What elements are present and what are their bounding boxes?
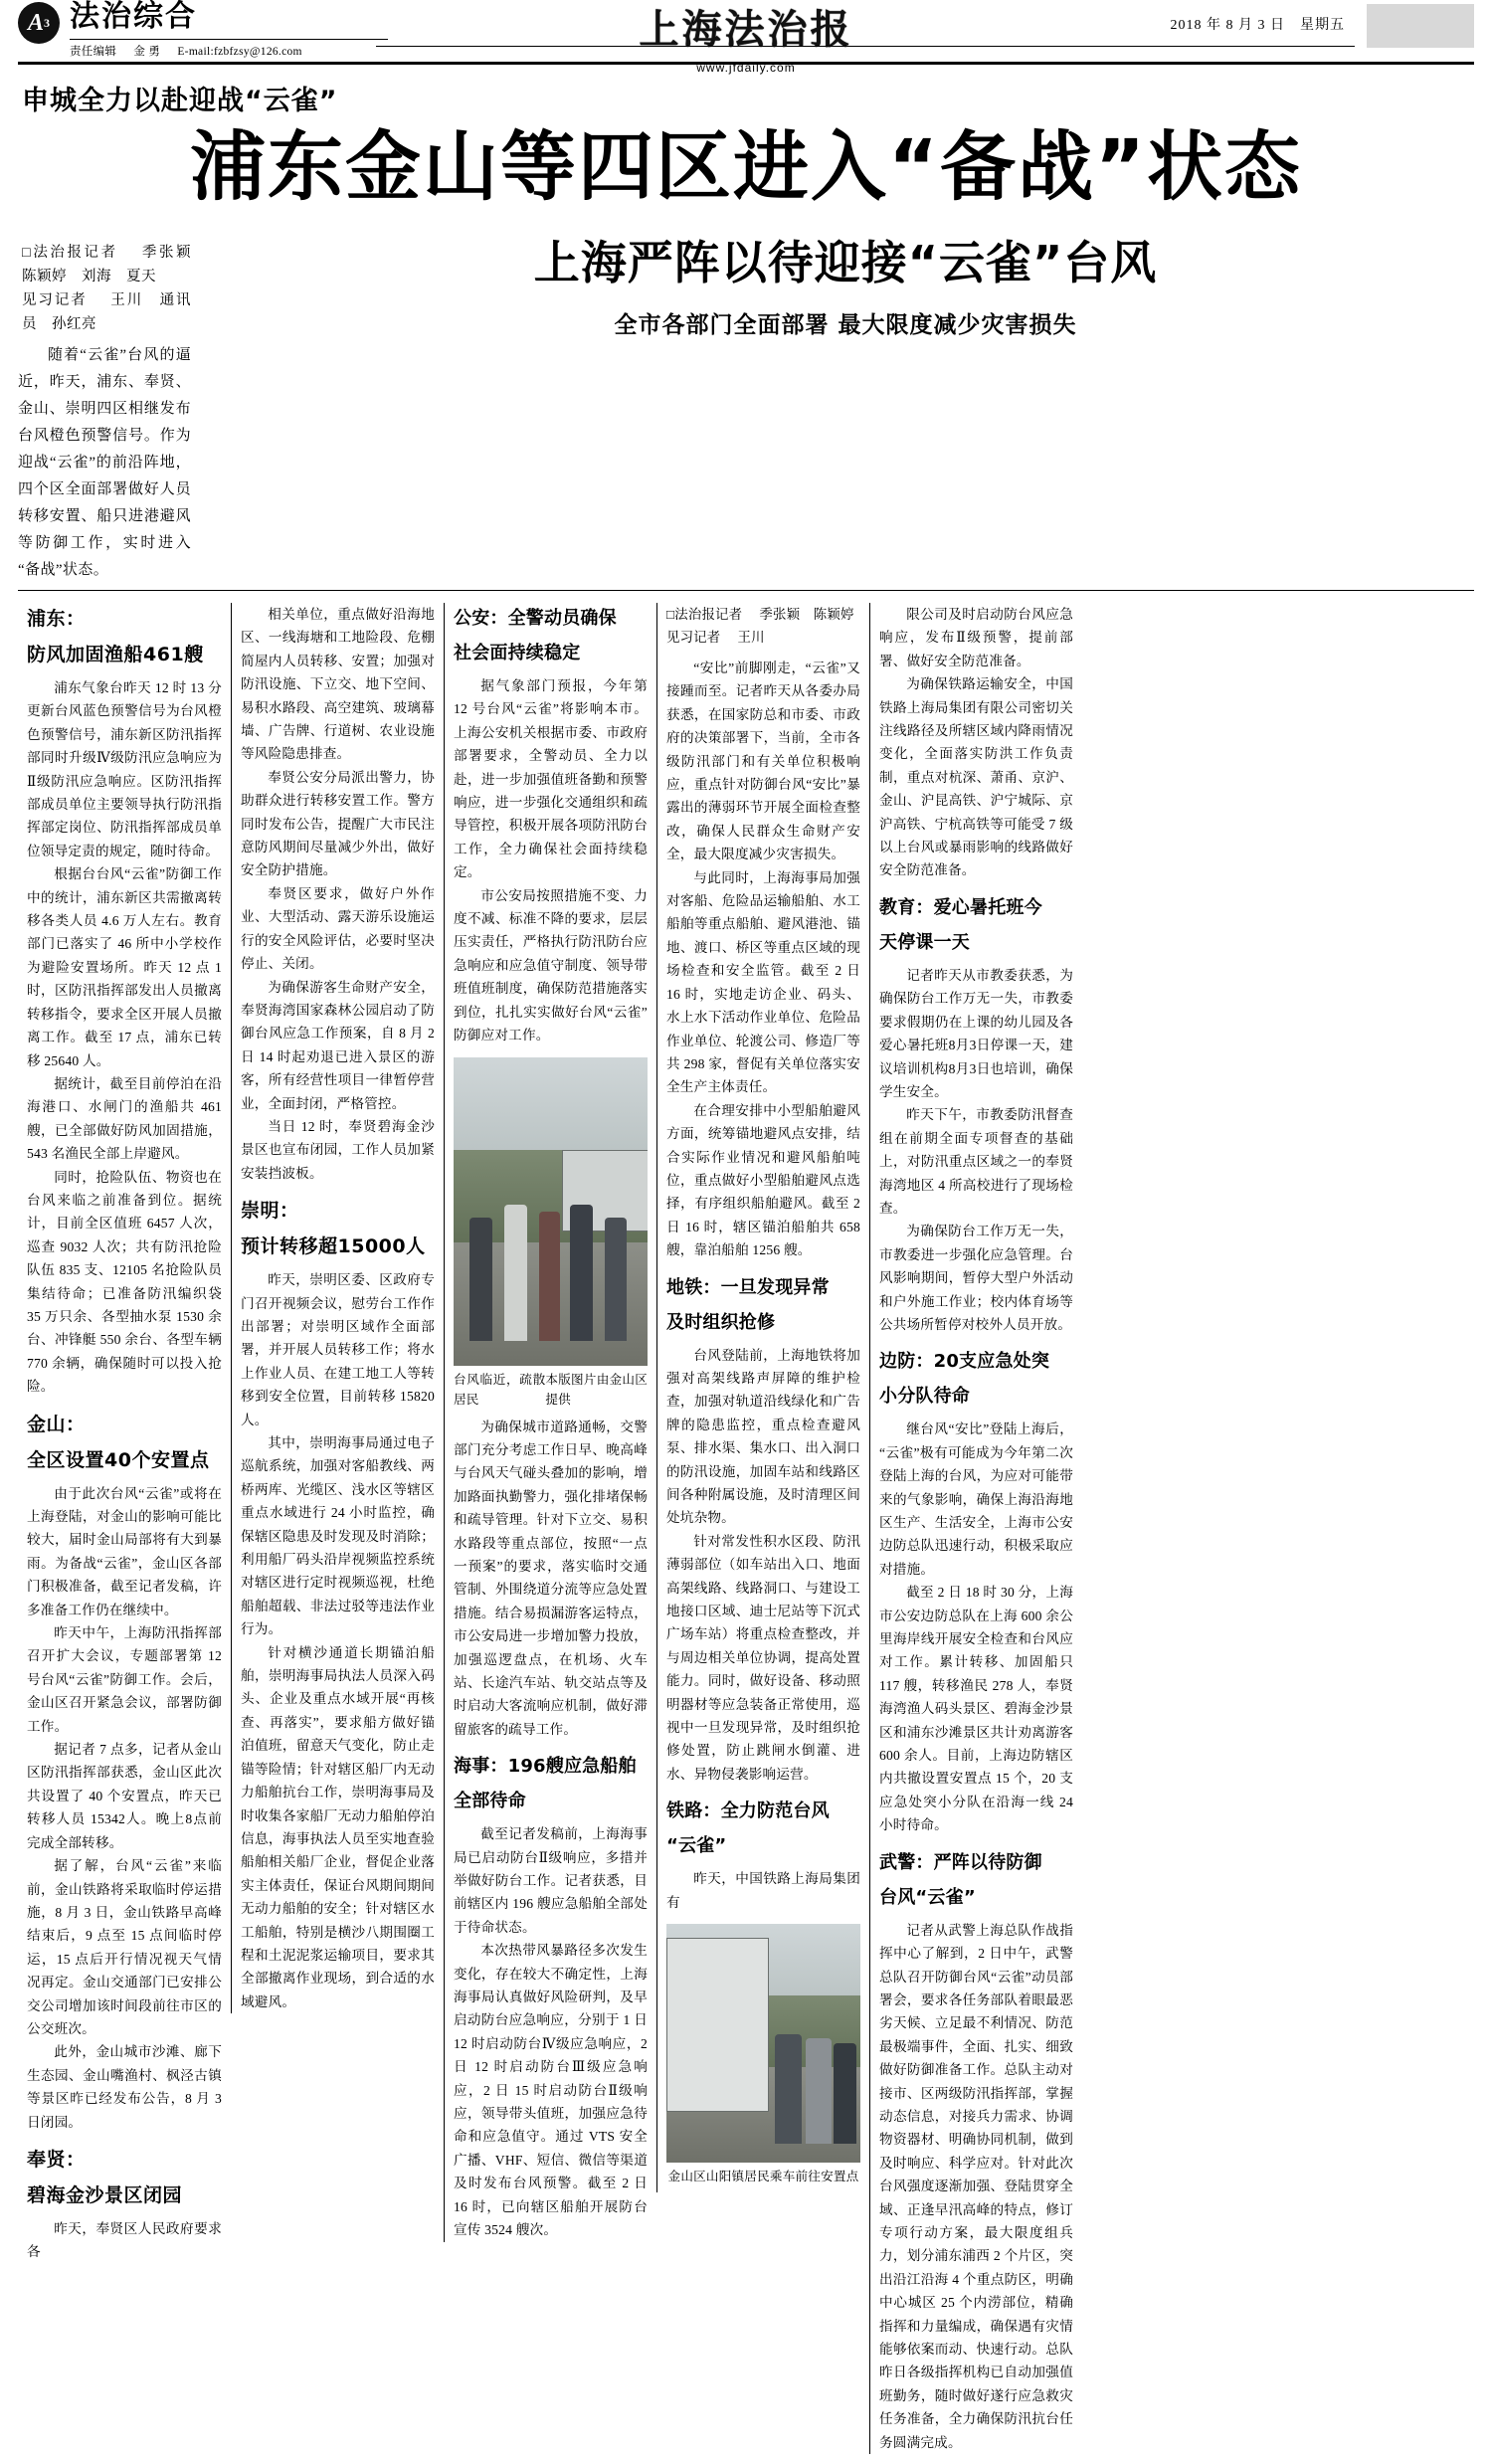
secondary-subheadline: 全市各部门全面部署 最大限度减少灾害损失 xyxy=(614,312,1077,338)
subhead-border: 边防：20支应急处突 xyxy=(879,1351,1050,1373)
paragraph: 本次热带风暴路径多次发生变化，存在较大不确定性，上海海事局认真做好风险研判，及早启动防台应急响应，分别于 1 日 12 时启动防台Ⅳ级应急响应，2 日 12 时启动防台Ⅲ级应急响应，2 日 15 时启动防台Ⅱ级响应，领导带头值班，加强应急待命和应急值守。通过 VTS 安全广播、VHF、短信、微信等渠道及时发布台风预警。截至 2 日 16 时，已向辖区船舶开展防台宣传 3524 艘次。 xyxy=(454,1943,648,2238)
photo-person xyxy=(775,2034,802,2144)
paper-name: 上海法治报 xyxy=(639,7,853,52)
byline-witness-label: 见习记者 xyxy=(22,292,88,308)
paragraph: 奉贤公安分局派出警力，协助群众进行转移安置工作。警方同时发布公告，提醒广大市民注意防风期间尽量减少外出，做好安全防护措施。 xyxy=(241,769,435,878)
byline-witness: 王川 通讯员 孙红亮 xyxy=(22,292,192,332)
subhead-education: 教育：爱心暑托班今 xyxy=(879,896,1042,918)
section-badge xyxy=(18,2,60,44)
subhead-border-2: 小分队待命 xyxy=(879,1386,970,1408)
lead-paragraph: 随着“云雀”台风的逼近，昨天，浦东、奉贤、金山、崇明四区相继发布台风橙色预警信号。作为迎战“云雀”的前沿阵地，四个区全面部署做好人员转移安置、船只进港避风等防御工作，实时进入“备战”状态。 xyxy=(18,347,191,578)
byline-reporters-short: 季张颖 陈颖婷 xyxy=(745,607,854,622)
paragraph: 针对常发性积水区段、防汛薄弱部位（如车站出入口、地面高架线路、线路洞口、与建设工地接口区域、迪士尼站等下沉式广场车站）将重点检查整改，并与周边相关单位协调，提高处置能力。同时，做好设备、移动照明器材等应急装备正常使用，巡视中一旦发现异常，及时组织抢修处置，防止跳闸水倒灌、进水、异物侵袭影响运营。 xyxy=(666,1533,860,1782)
photo-sky xyxy=(454,1057,648,1162)
subhead-metro-2: 及时组织抢修 xyxy=(666,1311,776,1333)
paragraph: 据记者 7 点多，记者从金山区防汛指挥部获悉，金山区此次共设置了 40 个安置点，昨天已转移人员 15342人。晚上8点前完成全部转移。 xyxy=(27,1742,222,1850)
column-1 xyxy=(18,603,231,2264)
photo-person xyxy=(539,1212,560,1341)
subhead-pudong-2: 防风加固渔船461艘 xyxy=(27,644,204,665)
paragraph: 为确保铁路运输安全，中国铁路上海局集团有限公司密切关注线路径及所辖区域内降雨情况变化，全面落实防洪工作负责制，重点对杭深、萧甬、京沪、金山、沪昆高铁、沪宁城际、京沪高铁、宁杭高铁等可能受 7 级以上台风或暴雨影响的线路做好安全防范准备。 xyxy=(879,676,1073,878)
paragraph: 其中，崇明海事局通过电子巡航系统，加强对客船教线、两桥两库、光缆区、浅水区等辖区重点水域进行 24 小时监控，确保辖区隐患及时发现及时消除；利用船厂码头沿岸视频监控系统对辖区进行定时视频巡视，杜绝船舶超载、非法过驳等违法作业行为。 xyxy=(241,1435,435,1637)
paper-nameplate xyxy=(640,0,853,75)
photo-person xyxy=(469,1218,492,1341)
masthead xyxy=(18,0,1474,75)
paragraph: 根据台台风“云雀”防御工作中的统计，浦东新区共需撤离转移各类人员 4.6 万人左右。教育部门已落实了 46 所中小学校作为避险安置场所。昨天 12 点 1 时，区防汛指挥部发出人员撤离转移指令，要求全区开展人员撤离工作。截至 17 点，浦东已转移 25640 人。 xyxy=(27,866,222,1068)
subhead-armed-police: 武警：严阵以待防御 xyxy=(879,1851,1042,1873)
paragraph: 在合理安排中小型船舶避风方面，统筹锚地避风点安排，结合实际作业情况和避风船舶吨位，重点做好小型船舶避风点选择，有序组织船舶避风。截至 2 日 16 时，辖区锚泊船舶共 658 艘，靠泊船舶 1256 艘。 xyxy=(666,1102,860,1258)
paragraph: 浦东气象台昨天 12 时 13 分更新台风蓝色预警信号为台风橙色预警信号，浦东新区防汛指挥部同时升级Ⅳ级防汛应急响应为Ⅱ级防汛应急响应。区防汛指挥部成员单位主要领导执行防汛指挥部定岗位、防汛指挥部成员单位领导定责的规定，随时待命。 xyxy=(27,680,222,858)
subhead-police-2: 社会面持续稳定 xyxy=(454,643,581,663)
subhead-pudong: 浦东： xyxy=(27,608,86,630)
byline-reporters: 季张颖 陈颖婷 刘海 夏天 xyxy=(22,245,207,284)
section-badge-letter: A xyxy=(27,9,44,36)
issue-date: 2018 年 8 月 3 日 星期五 xyxy=(1170,18,1345,33)
paragraph: 为确保防台工作万无一失，市教委进一步强化应急管理。台风影响期间，暂停大型户外活动和户外施工作业；校内体育场等公共场所暂停对校外人员开放。 xyxy=(879,1224,1073,1332)
paper-website[interactable]: www.jfdaily.com xyxy=(696,61,796,75)
photo-caption-row xyxy=(454,1370,648,1410)
byline-reporters-label: □法治报记者 xyxy=(22,245,118,261)
photo-caption-left: 台风临近，疏散居民 xyxy=(454,1372,546,1407)
paragraph: 记者从武警上海总队作战指挥中心了解到，2 日中午，武警总队召开防御台风“云雀”动员部署会，要求各任务部队着眼最恶劣天候、立足最不利情况、防范最极端事件，全面、扎实、细致做好防御准备工作。总队主动对接市、区两级防汛指挥部，掌握动态信息，对接兵力需求、协调物资器材、明确协同机制，做到及时响应、科学应对。针对此次台风强度逐渐加强、登陆贯穿全域、正逢早汛高峰的特点，修订专项行动方案，最大限度组兵力，划分浦东浦西 2 个片区，突出沿江沿海 4 个重点防区，明确中心城区 25 个内涝部位，精确指挥和力量编成，确保遇有灾情能够依案而动、快速行动。总队昨日各级指挥机构已自动加强值班勤务，随时做好遂行应急救灾任务准备，全力确保防汛抗台任务圆满完成。 xyxy=(879,1922,1073,2450)
editor-email: E-mail:fzbfzsy@126.com xyxy=(177,46,302,58)
section-title: 法治综合 xyxy=(70,0,197,34)
paragraph: 记者昨天从市教委获悉，为确保防台工作万无一失，市教委要求假期仍在上课的幼儿园及各爱心暑托班8月3日停课一天，建议培训机构8月3日也培训，确保学生安全。 xyxy=(879,967,1073,1099)
paragraph: 限公司及时启动防台风应急响应，发布Ⅱ级预警，提前部署、做好安全防范准备。 xyxy=(879,607,1073,668)
paragraph: 据气象部门预报，今年第 12 号台风“云雀”将影响本市。上海公安机关根据市委、市政府部署要求，全警动员、全力以赴，进一步加强值班备勤和预警响应，进一步强化交通组织和疏导管控，积极开展各项防汛防台工作，全力确保社会面持续稳定。 xyxy=(454,678,648,880)
paragraph: 据统计，截至目前停泊在沿海港口、水闸门的渔船共 461 艘，已全部做好防风加固措施，543 名渔民全部上岸避风。 xyxy=(27,1075,222,1162)
paragraph: “安比”前脚刚走，“云雀”又接踵而至。记者昨天从各委办局获悉，在国家防总和市委、市政府的决策部署下，当前，全市各级防汛部门和有关单位积极响应，重点针对防御台风“安比”暴露出的薄弱环节开展全面检查整改，确保人民群众生命财产安全，最大限度减少灾害损失。 xyxy=(666,661,860,862)
editor-name: 金 勇 xyxy=(133,46,161,58)
subhead-fengxian: 奉贤： xyxy=(27,2148,86,2171)
subhead-chongming-2: 预计转移超15000人 xyxy=(241,1235,426,1258)
paragraph: 同时，抢险队伍、物资也在台风来临之前准备到位。据统计，目前全区值班 6457 人次，巡查 9032 人次；共有防汛抢险队伍 835 支、12105 名抢险队员集结待命；已准备防汛编织袋 35 万只余、各型抽水泵 1530 余台、冲锋艇 550 余台、各型车辆 770 余辆，确保随时可以投入抢险。 xyxy=(27,1169,222,1395)
paragraph: 台风登陆前，上海地铁将加强对高架线路声屏障的维护检查，加强对轨道沿线绿化和广告牌的隐患监控，重点检查避风泵、排水渠、集水口、出入洞口的防汛设施，加固车站和线路区间各种附属设施，及时清理区间处坑杂物。 xyxy=(666,1347,860,1526)
photo-person xyxy=(504,1205,527,1340)
column-4 xyxy=(656,603,869,2192)
photo-person xyxy=(605,1218,626,1341)
paragraph: 昨天，崇明区委、区政府专门召开视频会议，慰劳台工作作出部署；对崇明区域作全面部署，并开展人员转移工作；将水上作业人员、在建工地工人等转移到安全位置，目前转移 15820 人。 xyxy=(241,1272,435,1427)
paragraph: 针对横沙通道长期锚泊船舶，崇明海事局执法人员深入码头、企业及重点水域开展“再核查、再落实”，要求船方做好锚泊值班，留意天气变化，防止走锚等险情；针对辖区船厂内无动力船舶抗台工作，崇明海事局及时收集各家船厂无动力船舶停泊信息，海事执法人员至实地查验船舶相关船厂企业，督促企业落实主体责任，保证台风期间期间无动力船舶的安全；针对辖区水工船舶，特别是横沙八期围圈工程和土泥泥浆运输项目，要求其全部撤离作业现场，到合适的水域避风。 xyxy=(241,1644,435,2009)
subhead-jinshan-2: 全区设置40个安置点 xyxy=(27,1448,210,1471)
subhead-fengxian-2: 碧海金沙景区闭园 xyxy=(27,2183,183,2206)
paragraph: 为确保城市道路通畅，交警部门充分考虑工作日早、晚高峰与台风天气碰头叠加的影响，增加路面执勤警力，强化排堵保畅和疏导管理。针对下立交、易积水路段等重点部位，按照“一点一预案”的要求，落实临时交通管制、外围绕道分流等应急处置措施。结合易损漏游客运特点，市公安局进一步增加警力投放，加强巡逻盘点，在机场、火车站、长途汽车站、轨交站点等及时启动大客流响应机制，做好滞留旅客的疏导工作。 xyxy=(454,1419,648,1737)
byline-witness-label: 见习记者 xyxy=(666,630,721,645)
header-divider xyxy=(18,590,1474,591)
lead-top-zone xyxy=(18,217,1474,584)
paragraph: 当日 12 时，奉贤碧海金沙景区也宣布闭园，工作人员加紧安装挡波板。 xyxy=(241,1118,435,1181)
photo-caption: 金山区山阳镇居民乘车前往安置点 xyxy=(667,2170,859,2184)
photo-person xyxy=(570,1205,593,1340)
paragraph: 奉贤区要求，做好户外作业、大型活动、露天游乐设施运行的安全风险评估，必要时坚决停止、关闭。 xyxy=(241,885,435,972)
secondary-headline: 上海严阵以待迎接“云雀”台风 xyxy=(533,236,1158,289)
byline-reporters-label: □法治报记者 xyxy=(666,607,743,622)
byline-witness-short: 王川 xyxy=(723,630,765,645)
subhead-railway: 铁路：全力防范台风 xyxy=(666,1801,830,1822)
masthead-corner-block xyxy=(1367,4,1474,48)
column-3 xyxy=(444,603,656,2242)
lead-byline xyxy=(22,241,207,336)
section-badge-number: 3 xyxy=(44,15,50,30)
paragraph: 市公安局按照措施不变、力度不减、标准不降的要求，层层压实责任，严格执行防汛防台应急响应和应急值守制度、领导带班值班制度，确保防范措施落实到位，扎扎实实做好台风“云雀”防御应对工作。 xyxy=(454,887,648,1043)
secondary-headline-block xyxy=(191,217,1474,584)
subhead-armed-police-2: 台风“云雀” xyxy=(879,1886,976,1908)
paragraph: 昨天，中国铁路上海局集团有 xyxy=(666,1871,860,1910)
photo-credit: 本版图片由金山区提供 xyxy=(545,1372,648,1407)
subhead-police: 公安：全警动员确保 xyxy=(454,608,617,629)
editor-label: 责任编辑 xyxy=(70,46,117,58)
section-editor-line xyxy=(70,39,388,59)
lead-kicker: 申城全力以赴迎战“云雀” xyxy=(22,86,338,116)
subhead-jinshan: 金山： xyxy=(27,1413,86,1435)
subhead-education-2: 天停课一天 xyxy=(879,931,970,953)
paragraph: 与此同时，上海海事局加强对客船、危险品运输船舶、水工船舶等重点船舶、避风港池、锚地、渡口、桥区等重点区域的现场检查和安全监管。截至 2 日 16 时，实地走访企业、码头、水上水下活动作业单位、危险品作业单位、轮渡公司、修造厂等共 298 家，督促有关单位落实安全生产主体责任。 xyxy=(666,869,860,1095)
section-title-wrap xyxy=(70,0,388,59)
masthead-swoosh-rule xyxy=(376,46,1355,61)
photo-person xyxy=(806,2038,831,2144)
photo-bus-boarding xyxy=(666,1924,860,2163)
column-2 xyxy=(231,603,444,2013)
column-5 xyxy=(869,603,1082,2454)
photo-evacuation xyxy=(454,1057,648,1366)
paragraph: 昨天下午，市教委防汛督查组在前期全面专项督查的基础上，对防汛重点区域之一的奉贤海湾地区 4 所高校进行了现场检查。 xyxy=(879,1107,1073,1216)
subhead-maritime: 海事：196艘应急船舶 xyxy=(454,1756,637,1778)
lead-headline: 浦东金山等四区进入“备战”状态 xyxy=(190,122,1302,211)
subhead-metro: 地铁：一旦发现异常 xyxy=(666,1276,830,1298)
photo-bus xyxy=(666,1938,769,2112)
paragraph: 截至 2 日 18 时 30 分，上海市公安边防总队在上海 600 余公里海岸线开展安全检查和台风应对工作。累计转移、加固船只 117 艘，转移渔民 278 人，奉贤海湾渔人码头景区、碧海金沙景区和浦东沙滩景区共计劝离游客 600 余人。目前，上海边防辖区内共撤设置安置点 15 个，20 支应急处突小分队在沿海一线 24 小时待命。 xyxy=(879,1585,1073,1833)
paragraph: 此外，金山城市沙滩、廊下生态园、金山嘴渔村、枫泾古镇等景区昨已经发布公告，8 月 3 日闭园。 xyxy=(27,2044,222,2130)
secondary-byline xyxy=(666,603,860,649)
lead-intro-column xyxy=(18,217,207,584)
paragraph: 截至记者发稿前，上海海事局已启动防台Ⅱ级响应，多措并举做好防台工作。记者获悉，目前辖区内 196 艘应急船舶全部处于待命状态。 xyxy=(454,1826,648,1935)
subhead-chongming: 崇明： xyxy=(241,1200,299,1223)
paragraph: 昨天中午，上海防汛指挥部召开扩大会议，专题部署第 12 号台风“云雀”防御工作。会后，金山区召开紧急会议，部署防御工作。 xyxy=(27,1625,222,1734)
paragraph: 据了解，台风“云雀”来临前，金山铁路将采取临时停运措施，8 月 3 日，金山铁路早高峰结束后，9 点至 15 点间临时停运，15 点后开行情况视天气情况再定。金山交通部门已安排公交公司增加该时间段前往市区的公交班次。 xyxy=(27,1858,222,2036)
subhead-maritime-2: 全部待命 xyxy=(454,1791,526,1812)
paragraph: 为确保游客生命财产安全，奉贤海湾国家森林公园启动了防御台风应急工作预案，自 8 月 2 日 14 时起劝退已进入景区的游客，所有经营性项目一律暂停营业，全面封闭，严格管控。 xyxy=(241,979,435,1111)
photo-person xyxy=(834,2043,856,2144)
paragraph: 继台风“安比”登陆上海后，“云雀”极有可能成为今年第二次登陆上海的台风，为应对可能带来的气象影响，确保上海沿海地区生产、生活安全，上海市公安边防总队迅速行动，积极采取应对措施。 xyxy=(879,1422,1073,1577)
paragraph: 相关单位，重点做好沿海地区、一线海塘和工地险段、危棚简屋内人员转移、安置；加强对防汛设施、下立交、地下空间、易积水路段、高空建筑、玻璃幕墙、广告牌、行道树、农业设施等风险隐患排查。 xyxy=(241,607,435,762)
article-columns xyxy=(18,603,1474,2454)
paragraph: 昨天，奉贤区人民政府要求各 xyxy=(27,2220,222,2260)
paragraph: 由于此次台风“云雀”或将在上海登陆，对金山的影响可能比较大，届时金山局部将有大到暴雨。为备战“云雀”，金山区各部门积极准备，截至记者发稿，许多准备工作仍在继续中。 xyxy=(27,1485,222,1617)
subhead-railway-2: “云雀” xyxy=(666,1835,727,1857)
